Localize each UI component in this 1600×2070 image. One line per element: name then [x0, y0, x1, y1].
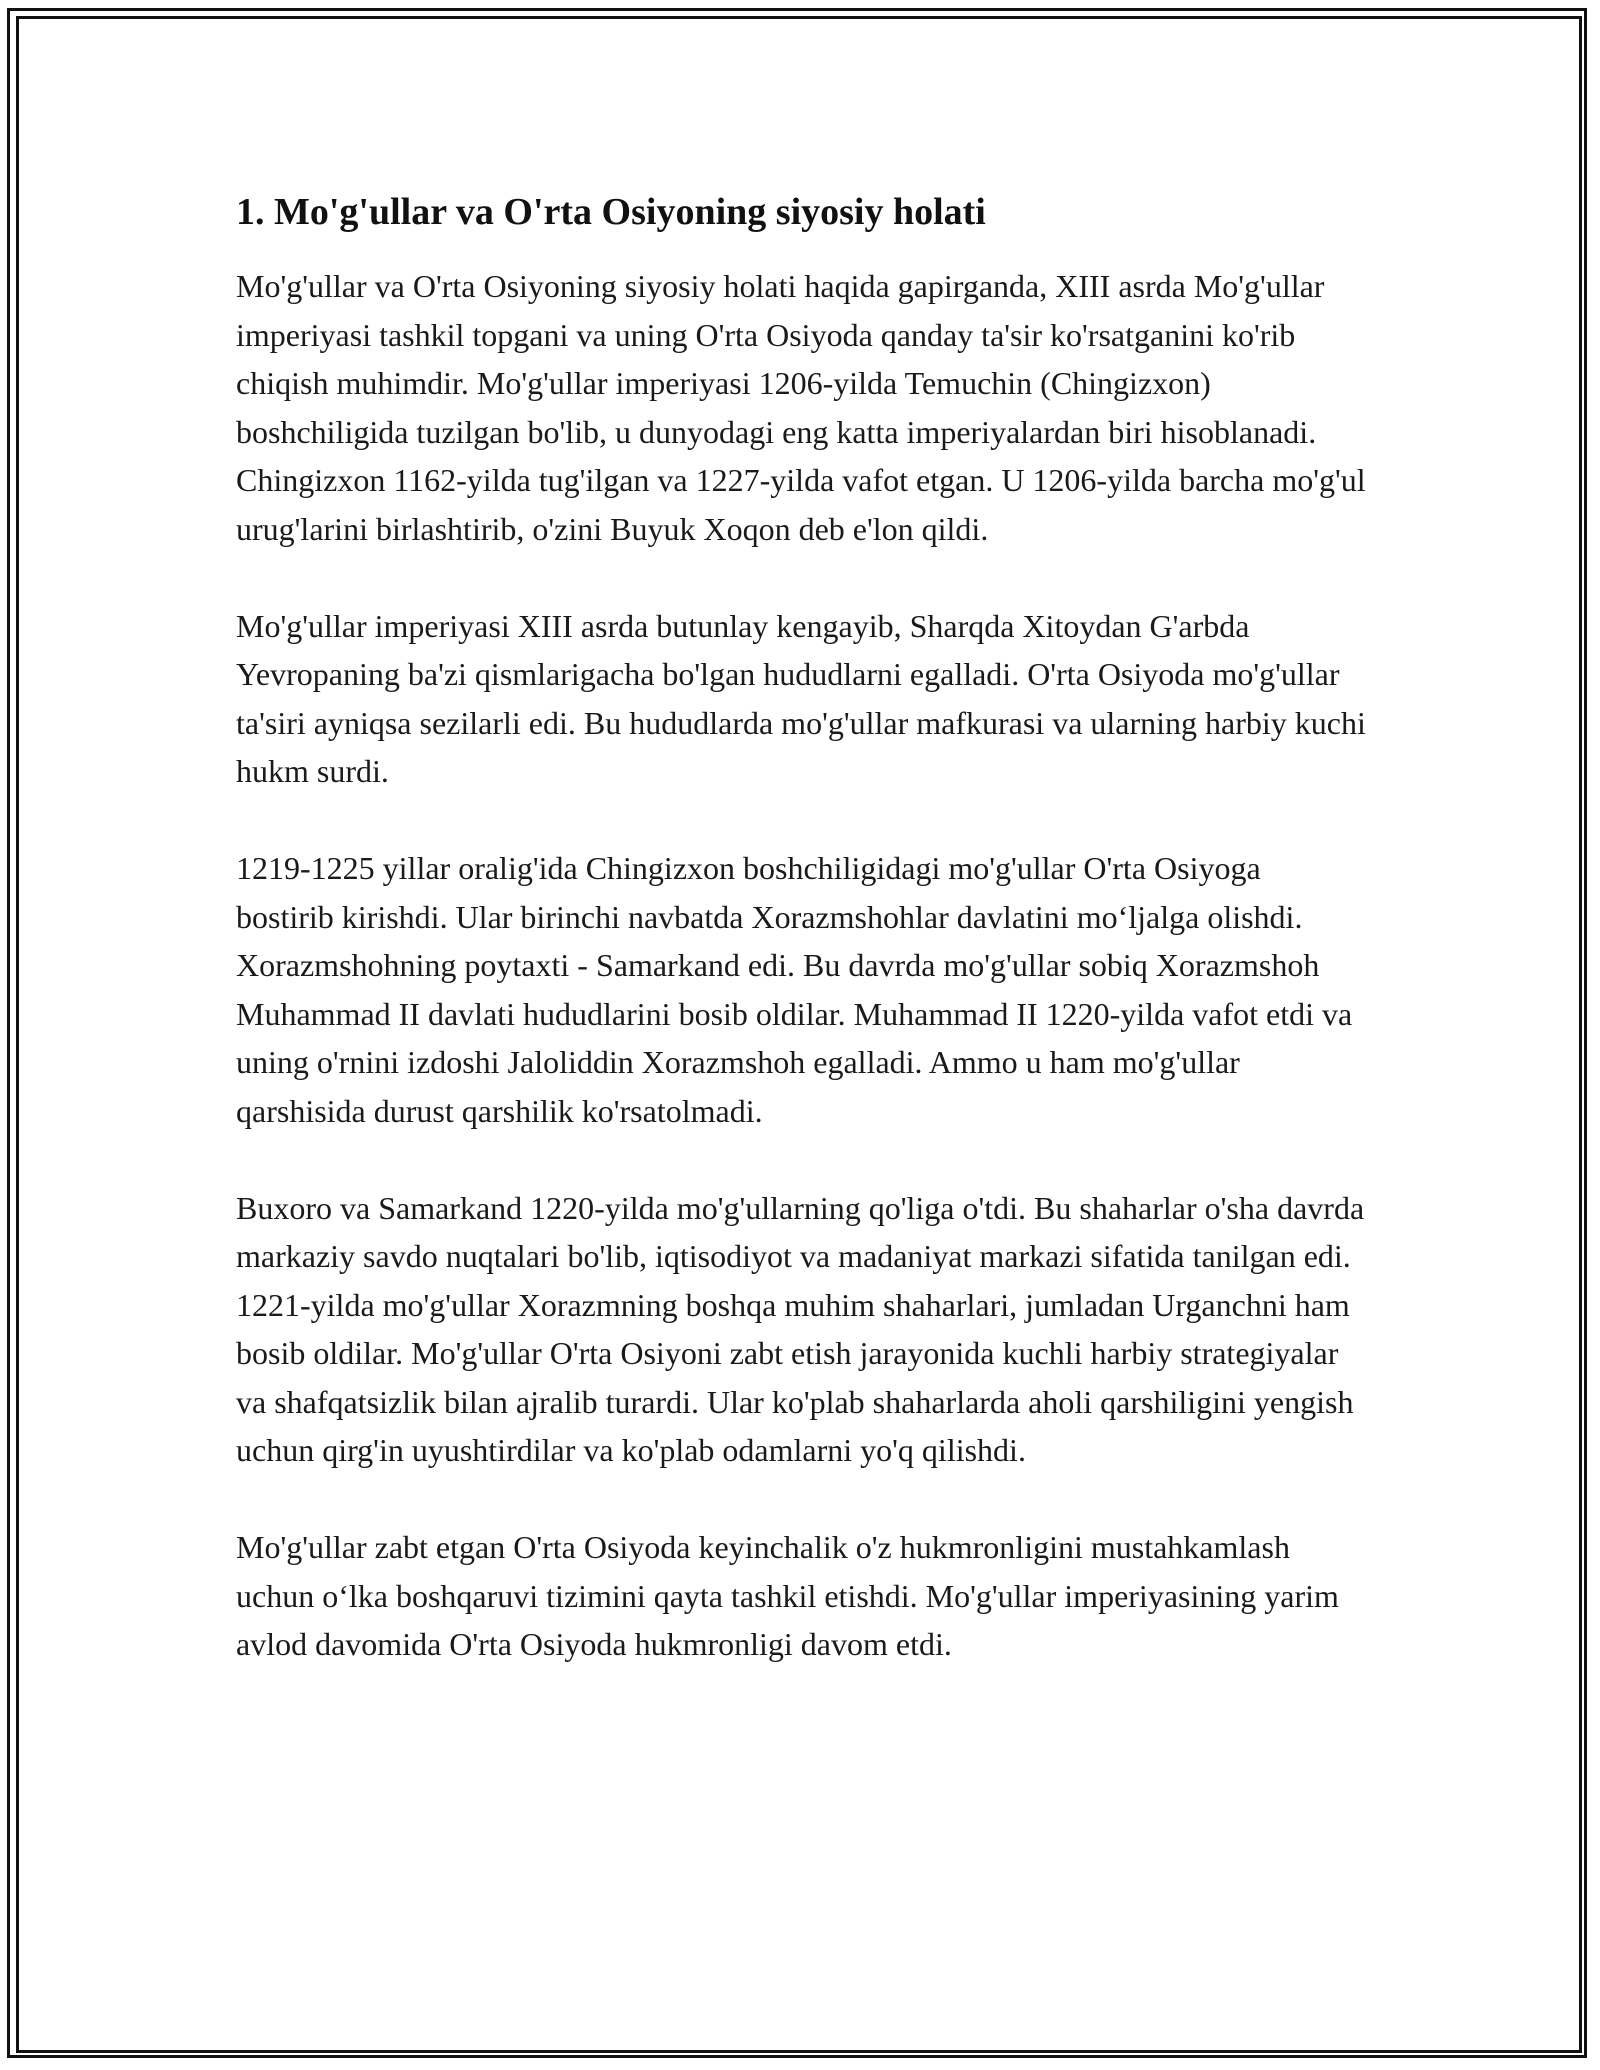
paragraph-5: Mo'g'ullar zabt etgan O'rta Osiyoda keyinchalik o'z hukmronligini mustahkamlash uchun o‘lka boshqaruvi tizimini qayta tashkil etishdi. Mo'g'ullar imperiyasining yarim avlod davomida O'rta Osiyoda hukmronligi davom etdi. — [236, 1529, 1339, 1662]
paragraph-1: Mo'g'ullar va O'rta Osiyoning siyosiy holati haqida gapirganda, XIII asrda Mo'g'ullar imperiyasi tashkil topgani va uning O'rta Osiyoda qanday ta'sir ko'rsatganini ko'rib chiqish muhimdir. Mo'g'ullar imperiyasi 1206-yilda Temuchin (Chingizxon) boshchiligida tuzilgan bo'lib, u dunyodagi eng katta imperiyalardan biri hisoblanadi. Chingizxon 1162-yilda tug'ilgan va 1227-yilda vafot etgan. U 1206-yilda barcha mo'g'ul urug'larini birlashtirib, o'zini Buyuk Xoqon deb e'lon qildi. — [236, 268, 1366, 547]
section-heading: 1. Mo'g'ullar va O'rta Osiyoning siyosiy holati — [236, 191, 986, 233]
paragraph-3: 1219-1225 yillar oralig'ida Chingizxon boshchiligidagi mo'g'ullar O'rta Osiyoga bostirib kirishdi. Ular birinchi navbatda Xorazmshohlar davlatini mo‘ljalga olishdi. Xorazmshohning poytaxti - Samarkand edi. Bu davrda mo'g'ullar sobiq Xorazmshoh Muhammad II davlati hududlarini bosib oldilar. Muhammad II 1220-yilda vafot etdi va uning o'rnini izdoshi Jaloliddin Xorazmshoh egalladi. Ammo u ham mo'g'ullar qarshisida durust qarshilik ko'rsatolmadi. — [236, 850, 1353, 1129]
paragraph-4: Buxoro va Samarkand 1220-yilda mo'g'ullarning qo'liga o'tdi. Bu shaharlar o'sha davrda markaziy savdo nuqtalari bo'lib, iqtisodiyot va madaniyat markazi sifatida tanilgan edi. 1221-yilda mo'g'ullar Xorazmning boshqa muhim shaharlari, jumladan Urganchni ham bosib oldilar. Mo'g'ullar O'rta Osiyoni zabt etish jarayonida kuchli harbiy strategiyalar va shafqatsizlik bilan ajralib turardi. Ular ko'plab shaharlarda aholi qarshiligini yengish uchun qirg'in uyushtirdilar va ko'plab odamlarni yo'q qilishdi. — [236, 1189, 1365, 1468]
document-body — [236, 186, 1366, 1669]
paragraph-2: Mo'g'ullar imperiyasi XIII asrda butunlay kengayib, Sharqda Xitoydan G'arbda Yevropaning ba'zi qismlarigacha bo'lgan hududlarni egalladi. O'rta Osiyoda mo'g'ullar ta'siri ayniqsa sezilarli edi. Bu hududlarda mo'g'ullar mafkurasi va ularning harbiy kuchi hukm surdi. — [236, 607, 1366, 789]
